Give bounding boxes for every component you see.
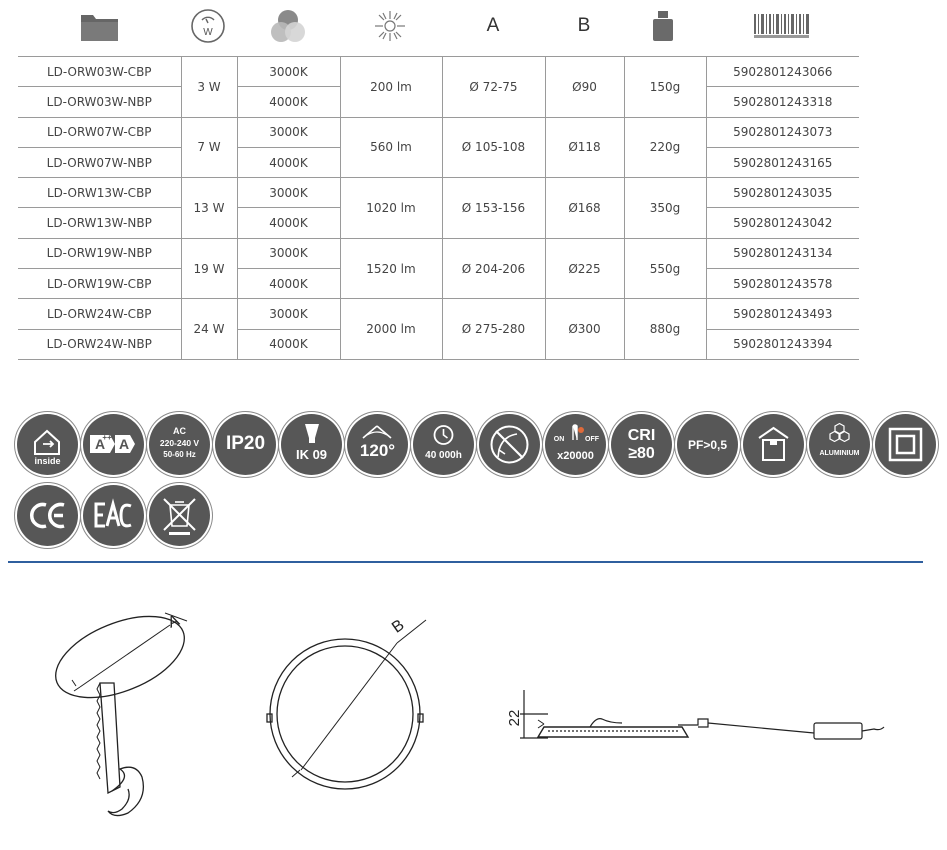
table-row	[18, 299, 859, 329]
color-temperature-cell: 3000K	[237, 238, 340, 268]
color-temperature-cell: 4000K	[237, 208, 340, 238]
col-b-heading	[562, 4, 606, 48]
frequency-range: 50-60 Hz	[163, 450, 196, 459]
ean-code-cell: 5902801243035	[706, 178, 859, 208]
model-code-cell: LD-ORW03W-CBP	[18, 57, 181, 87]
model-code-cell: LD-ORW19W-NBP	[18, 238, 181, 268]
beam-angle-badge	[347, 414, 408, 475]
recessed-mount-badge	[743, 414, 804, 475]
cri-badge	[611, 414, 672, 475]
indoor-use-badge	[17, 414, 78, 475]
color-temperature-cell: 3000K	[237, 117, 340, 147]
impact-rating-label: IK 09	[295, 447, 328, 462]
switching-cycles-label: x20000	[557, 450, 594, 462]
ean-code-cell: 5902801243318	[706, 87, 859, 117]
color-temperature-cell: 3000K	[237, 299, 340, 329]
luminous-flux-icon	[368, 4, 412, 48]
color-temperature-cell: 4000K	[237, 329, 340, 359]
technical-drawings	[0, 565, 947, 850]
double-insulation-icon	[875, 414, 936, 475]
luminous-flux-cell: 2000 lm	[340, 299, 442, 360]
ip-rating-badge	[215, 414, 276, 475]
ean-code-cell: 5902801243134	[706, 238, 859, 268]
power-cell: 3 W	[181, 57, 237, 118]
ean-code-cell: 5902801243066	[706, 57, 859, 87]
on-label: ON	[553, 436, 565, 443]
dimension-a-label: A	[165, 612, 182, 632]
outer-diameter-cell: Ø168	[545, 178, 624, 239]
model-code-cell: LD-ORW07W-CBP	[18, 117, 181, 147]
model-code-cell: LD-ORW07W-NBP	[18, 147, 181, 177]
weight-cell: 220g	[624, 117, 706, 178]
col-a-heading	[471, 4, 515, 48]
outer-diameter-cell: Ø300	[545, 299, 624, 360]
switching-cycles-badge	[545, 414, 606, 475]
svg-text:W: W	[203, 27, 213, 38]
outer-diameter-cell: Ø118	[545, 117, 624, 178]
finger-switch-icon	[545, 414, 606, 475]
outer-diameter-cell: Ø225	[545, 238, 624, 299]
outer-diameter-cell: Ø90	[545, 57, 624, 118]
luminous-flux-cell: 1520 lm	[340, 238, 442, 299]
beam-angle-label: 120°	[359, 441, 396, 460]
energy-class-a: A	[94, 436, 106, 452]
front-view-drawing	[267, 620, 426, 789]
indoor-label: inside	[34, 456, 61, 466]
power-factor-badge	[677, 414, 738, 475]
dimension-b-label: B	[389, 616, 408, 637]
cutout-diameter-cell: Ø 105-108	[442, 117, 545, 178]
eac-mark-icon	[83, 485, 144, 546]
protection-class-badge	[875, 414, 936, 475]
color-temperature-icon	[266, 4, 310, 48]
aluminium-label: ALUMINIUM	[819, 450, 860, 457]
weight-icon	[641, 4, 685, 48]
color-temperature-cell: 4000K	[237, 269, 340, 299]
model-code-cell: LD-ORW19W-CBP	[18, 269, 181, 299]
ip-rating-label: IP20	[225, 433, 266, 454]
lifetime-label: 40 000h	[425, 450, 462, 461]
col-a-label: A	[486, 15, 500, 36]
ac-label: AC	[173, 426, 186, 436]
power-cell: 7 W	[181, 117, 237, 178]
ce-mark-badge	[17, 485, 78, 546]
ceiling-mount-icon	[743, 414, 804, 475]
ean-code-cell: 5902801243493	[706, 299, 859, 329]
cri-label: CRI	[627, 427, 656, 444]
voltage-range: 220-240 V	[159, 438, 200, 448]
luminous-flux-cell: 1020 lm	[340, 178, 442, 239]
wattage-icon	[186, 4, 230, 48]
color-temperature-cell: 3000K	[237, 57, 340, 87]
power-cell: 19 W	[181, 238, 237, 299]
table-row	[18, 178, 859, 208]
energy-class-badge	[83, 414, 144, 475]
voltage-badge	[149, 414, 210, 475]
power-cell: 13 W	[181, 178, 237, 239]
model-code-cell: LD-ORW03W-NBP	[18, 87, 181, 117]
energy-class-plus: ++	[102, 433, 112, 442]
ean-code-cell: 5902801243578	[706, 269, 859, 299]
table-row	[18, 117, 859, 147]
ce-mark-icon	[17, 485, 78, 546]
cutout-diameter-cell: Ø 275-280	[442, 299, 545, 360]
col-b-label: B	[577, 15, 591, 36]
no-dimmer-icon	[479, 414, 540, 475]
cutout-diameter-cell: Ø 204-206	[442, 238, 545, 299]
hammer-icon	[281, 414, 342, 475]
weee-badge	[149, 485, 210, 546]
impact-rating-badge	[281, 414, 342, 475]
cutout-diameter-cell: Ø 153-156	[442, 178, 545, 239]
barcode-icon	[750, 4, 814, 48]
section-divider	[8, 561, 923, 563]
cubes-icon	[809, 414, 870, 475]
ean-code-cell: 5902801243073	[706, 117, 859, 147]
folder-icon	[78, 4, 122, 48]
model-code-cell: LD-ORW24W-NBP	[18, 329, 181, 359]
power-factor-label: PF>0,5	[687, 438, 728, 452]
off-label: OFF	[585, 436, 599, 443]
weight-cell: 550g	[624, 238, 706, 299]
no-dimming-badge	[479, 414, 540, 475]
ean-code-cell: 5902801243042	[706, 208, 859, 238]
weight-cell: 150g	[624, 57, 706, 118]
weight-cell: 880g	[624, 299, 706, 360]
eac-mark-badge	[83, 485, 144, 546]
color-temperature-cell: 3000K	[237, 178, 340, 208]
ean-code-cell: 5902801243394	[706, 329, 859, 359]
ean-code-cell: 5902801243165	[706, 147, 859, 177]
weight-cell: 350g	[624, 178, 706, 239]
table-row	[18, 238, 859, 268]
crossed-bin-icon	[149, 485, 210, 546]
clock-icon	[413, 414, 474, 475]
height-dimension-label: 22	[506, 709, 523, 727]
energy-class-a2: A	[118, 436, 130, 452]
aluminium-badge	[809, 414, 870, 475]
luminous-flux-cell: 200 lm	[340, 57, 442, 118]
luminous-flux-cell: 560 lm	[340, 117, 442, 178]
side-view-drawing	[520, 690, 884, 739]
color-temperature-cell: 4000K	[237, 147, 340, 177]
cri-value: ≥80	[628, 445, 655, 462]
cutout-diameter-cell: Ø 72-75	[442, 57, 545, 118]
model-code-cell: LD-ORW13W-CBP	[18, 178, 181, 208]
color-temperature-cell: 4000K	[237, 87, 340, 117]
cutout-drawing	[44, 600, 196, 816]
lifetime-badge	[413, 414, 474, 475]
power-cell: 24 W	[181, 299, 237, 360]
table-row	[18, 57, 859, 87]
model-code-cell: LD-ORW13W-NBP	[18, 208, 181, 238]
spec-table	[18, 56, 859, 360]
model-code-cell: LD-ORW24W-CBP	[18, 299, 181, 329]
